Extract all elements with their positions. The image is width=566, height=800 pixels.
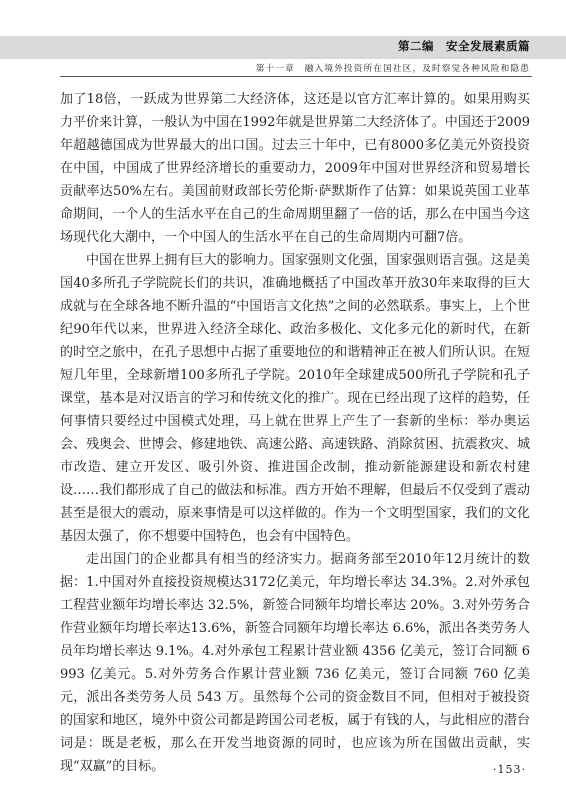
body-text bbox=[60, 88, 530, 778]
chapter-title: 第十一章 融入境外投资所在国社区，及时察觉各种风险和隐患 bbox=[255, 64, 530, 74]
paragraph-continued: 加了18倍，一跃成为世界第二大经济体，这还是以官方汇率计算的。如果用购买力平价来计算，一般认为中国在1992年就是世界第二大经济体了。中国还于2009年超越德国成为世界最大的出口国。过去三十年中，已有8000多亿美元外资投资在中国，中国成了世界经济增长的重要动力，2009年中国对世界经济和贸易增长贡献率达50%左右。美国前财政部长劳伦斯·萨默斯作了估算：如果说英国工业革命期间，一个人的生活水平在自己的生命周期里翻了一倍的话，那么在中国当今这场现代化大潮中，一个中国人的生活水平在自己的生命周期内可翻7倍。 bbox=[60, 92, 530, 245]
header-divider bbox=[60, 76, 532, 77]
page-number: ·153· bbox=[493, 763, 526, 776]
running-header bbox=[0, 0, 566, 74]
section-title: 第二编 安全发展素质篇 bbox=[398, 39, 530, 53]
paragraph: 中国在世界上拥有巨大的影响力。国家强则文化强，国家强则语言强。这是美国40多所孔子学院院长们的共识，准确地概括了中国改革开放30年来取得的巨大成就与在全球各地不断升温的“中国语言文化热”之间的必然联系。事实上，上个世纪90年代以来，世界进入经济全球化、政治多极化、文化多元化的新时代，在新的时空之旅中，在孔子思想中占据了重要地位的和谐精神正在被人们所认识。在短短几年里，全球新增100多所孔子学院。2010年全球建成500所孔子学院和孔子课堂，基本是对汉语言的学习和传统文化的推广。现在已经出现了这样的趋势，任何事情只要经过中国模式处理，马上就在世界上产生了一套新的坐标：举办奥运会、残奥会、世博会、修建地铁、高速公路、高速铁路、消除贫困、抗震救灾、城市改造、建立开发区、吸引外资、推进国企改制，推动新能源建设和新农村建设……我们都形成了自己的做法和标准。西方开始不理解，但最后不仅受到了震动甚至是很大的震动，原来事情是可以这样做的。作为一个文明型国家，我们的文化基因太强了，你不想要中国特色，也会有中国特色。 bbox=[60, 253, 530, 544]
paragraph: 走出国门的企业都具有相当的经济实力。据商务部至2010年12月统计的数据：1.中国对外直接投资规模达3172亿美元，年均增长率达 34.3%。2.对外承包工程营业额年均增长率达 32.5%，新签合同额年均增长率达 20%。3.对外劳务合作营业额年均增长率达13.6%，新签合同额年均增长率达 6.6%，派出各类劳务人员年均增长率达 9.1%。4.对外承包工程累计营业额 4356 亿美元，签订合同额 6993 亿美元。5.对外劳务合作累计营业额 736 亿美元，签订合同额 760 亿美元，派出各类劳务人员 543 万。虽然每个公司的资金数目不同，但相对于被投资的国家和地区，境外中资公司都是跨国公司老板，属于有钱的人，与此相应的潜台词是：既是老板，那么在开发当地资源的同时，也应该为所在国做出贡献，实现“双赢”的目标。 bbox=[60, 552, 530, 774]
